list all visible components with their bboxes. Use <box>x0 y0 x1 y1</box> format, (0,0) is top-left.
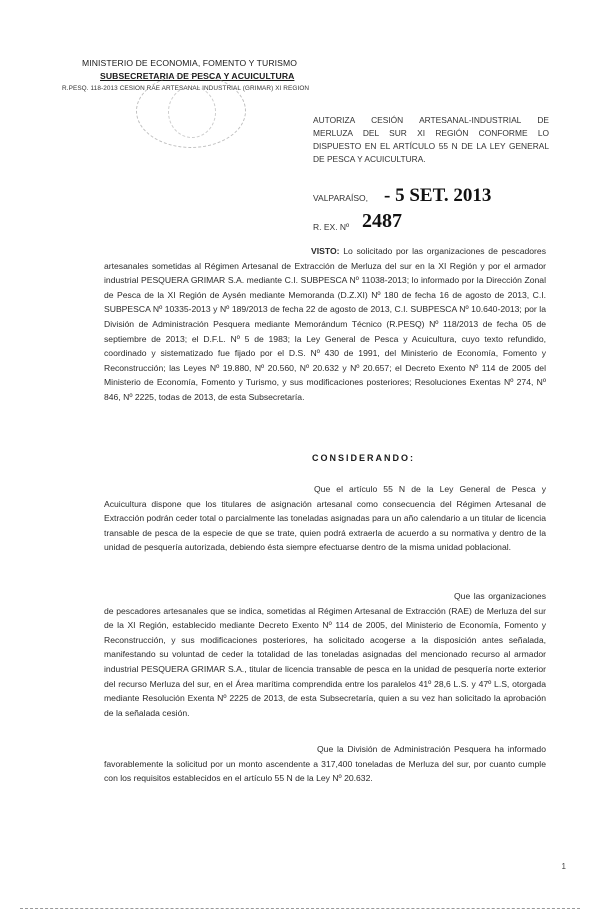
document-reference: R.PESQ. 118-2013 CESION RAE ARTESANAL INDUSTRIAL (GRIMAR) XI REGION <box>62 85 310 92</box>
considerando-paragraph-3: Que la División de Administración Pesquera ha informado favorablemente la solicitud por un monto ascendente a 317,400 toneladas de Merluza del sur, por cuanto cumple con los requisitos establecidos en el artículo 55 N de la Ley Nº 20.632. <box>104 744 546 784</box>
place-label: VALPARAÍSO, <box>313 193 368 203</box>
considerando-paragraph-2: Que las organizaciones de pescadores artesanales que se indica, sometidas al Régimen Artesanal de Extracción (RAE) de Merluza del sur de la XI Región, establecido mediante Decreto Exento Nº 114 de 2005, del Ministerio de Economía, Fomento y Reconstrucción, y sus modificaciones posteriores, ha solicitado acogerse a la disposición antes señalada, manifestando su voluntad de ceder la totalidad de las toneladas asignadas del mencionado recurso al armador industrial PESQUERA GRIMAR S.A., titular de licencia transable de pesca en la unidad de pesquería norte exterior del recurso Merluza del sur, en el Área marítima comprendida entre los paralelos 41º 28,6 L.S. y 47º L.S, otorgada mediante Resolución Exenta Nº 2225 de 2013, de esta Subsecretaría, quien a su vez han solicitado la aprobación de la señalada cesión. <box>104 591 546 718</box>
considerando-paragraph-1: Que el artículo 55 N de la Ley General de Pesca y Acuicultura dispone que los titulares de asignación artesanal como consecuencia del Régimen Artesanal de Extracción podrán ceder total o parcialmente las toneladas asignadas para un año calendario a un titular de licencia transable de pesca de la especie de que se trate, quien podrá extraerla de acuerdo a su normativa y dentro de la unidad de pesquería autorizada, debiendo ésta siempre efectuarse dentro de la misma unidad poblacional. <box>104 484 546 553</box>
visto-text: Lo solicitado por las organizaciones de pescadores artesanales sometidas al Régimen Artesanal de Extracción de Merluza del sur en la XI Región y por el armador industrial PESQUERA GRIMAR S.A. mediante C.I. SUBPESCA Nº 11038-2013; lo informado por la Dirección Zonal de Pesca de la XI Región de Aysén mediante Memoranda (D.Z.XI) Nº 180 de fecha 16 de agosto de 2013, C.I. SUBPESCA Nº 10335-2013 y Nº 189/2013 de fecha 22 de agosto de 2013, C.I. SUBPESCA Nº 10.640-2013; por la División de Administración Pesquera mediante Memorándum Técnico (R.PESQ) Nº 118/2013 de fecha 05 de septiembre de 2013; el D.F.L. Nº 5 de 1983; la Ley General de Pesca y Acuicultura, cuyo texto refundido, coordinado y sistematizado fue fijado por el D.S. Nº 430 de 1991, del Ministerio de Economía, Fomento y Reconstrucción; las Leyes Nº 19.880, Nº 20.560, Nº 20.632 y Nº 20.657; el Decreto Exento Nº 114 de 2005 del Ministerio de Economía, Fomento y Turismo, y sus modificaciones posteriores; Resoluciones Exentas Nº 274, Nº 846, Nº 2225, todas de 2013, de esta Subsecretaría. <box>104 246 546 402</box>
considerando-heading: CONSIDERANDO: <box>312 453 416 463</box>
ministry-header: MINISTERIO DE ECONOMIA, FOMENTO Y TURISMO <box>82 58 297 68</box>
rex-label: R. EX. Nº <box>313 222 350 232</box>
page-number: 1 <box>561 862 566 871</box>
visto-label: VISTO: <box>311 246 340 256</box>
resolution-title: AUTORIZA CESIÓN ARTESANAL-INDUSTRIAL DE MERLUZA DEL SUR XI REGIÓN CONFORME LO DISPUESTO EN EL ARTÍCULO 55 N DE LA LEY GENERAL DE PESCA Y ACUICULTURA. <box>313 115 549 164</box>
date-stamp: - 5 SET. 2013 <box>384 185 492 206</box>
visto-paragraph <box>104 244 546 405</box>
bottom-border <box>20 908 580 909</box>
official-stamp-inner <box>168 86 216 138</box>
subsecretaria-header: SUBSECRETARIA DE PESCA Y ACUICULTURA <box>100 71 295 81</box>
rex-number: 2487 <box>362 210 402 232</box>
